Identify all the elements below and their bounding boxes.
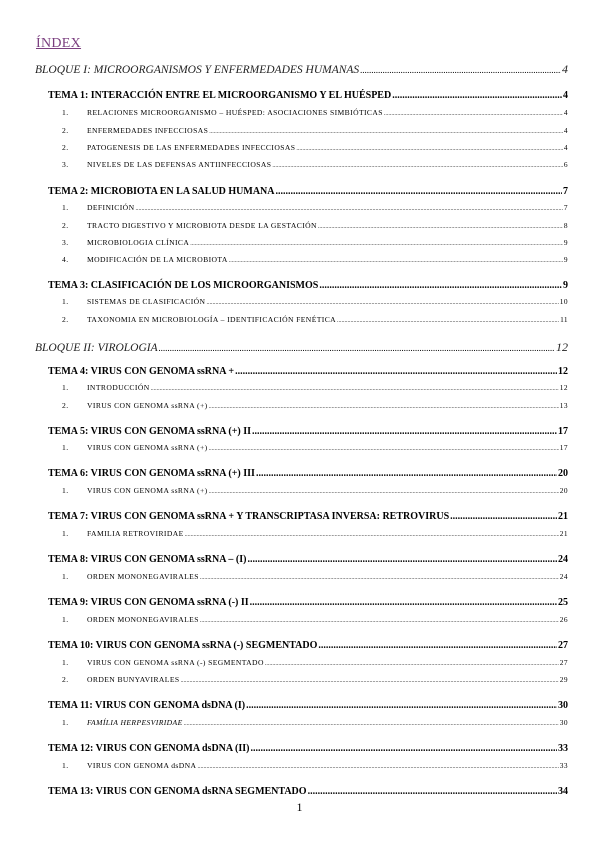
toc-entry-label: SISTEMAS DE CLASIFICACIÓN: [87, 297, 206, 306]
toc-entry-label: VIRUS CON GENOMA dsDNA: [87, 761, 197, 770]
toc-entry-number: 1.: [62, 297, 69, 306]
dot-leader: [229, 258, 563, 264]
toc-entry-page: 20: [558, 468, 568, 479]
toc-entry-page: 33: [559, 761, 568, 770]
toc-entry-page: 27: [558, 640, 568, 651]
dot-leader: [200, 618, 559, 624]
toc-entry-label: VIRUS CON GENOMA ssRNA (-) SEGMENTADO: [87, 658, 264, 667]
toc-entry-label: PATOGENESIS DE LAS ENFERMEDADES INFECCIOSAS: [87, 143, 296, 152]
toc-entry-sub[interactable]: [62, 160, 568, 169]
toc-entry-sub[interactable]: [62, 761, 568, 770]
toc-entry-label: ORDEN MONONEGAVIRALES: [87, 572, 199, 581]
toc-entry-label: TEMA 4: VIRUS CON GENOMA ssRNA +: [48, 366, 235, 377]
page-number: 1: [296, 800, 303, 814]
toc-entry-page: 11: [560, 315, 568, 324]
dot-leader: [252, 426, 557, 437]
dot-leader: [265, 661, 559, 667]
toc-entry-tema[interactable]: [48, 280, 568, 291]
toc-entry-number: 1.: [62, 761, 69, 770]
toc-entry-label: TEMA 2: MICROBIOTA EN LA SALUD HUMANA: [48, 186, 275, 197]
toc-entry-page: 4: [563, 108, 568, 117]
toc-entry-bloque[interactable]: [35, 340, 568, 355]
toc-entry-label: TEMA 11: VIRUS CON GENOMA dsDNA (I): [48, 700, 246, 711]
toc-entry-label: TEMA 12: VIRUS CON GENOMA dsDNA (II): [48, 743, 250, 754]
toc-entry-number: 1.: [62, 108, 69, 117]
dot-leader: [318, 224, 563, 230]
toc-entry-sub[interactable]: [62, 718, 568, 727]
toc-entry-number: 1.: [62, 383, 69, 392]
dot-leader: [235, 366, 557, 377]
toc-entry-page: 33: [558, 743, 568, 754]
toc-title[interactable]: ÍNDEX: [36, 36, 82, 51]
toc-entry-page: 4: [563, 143, 568, 152]
dot-leader: [337, 318, 559, 324]
toc-entry-label: RELACIONES MICROORGANISMO – HUÉSPED: ASOCIACIONES SIMBIÓTICAS: [87, 108, 383, 117]
toc-entry-number: 3.: [62, 160, 69, 169]
toc-entry-number: 1.: [62, 486, 69, 495]
toc-entry-label: MICROBIOLOGIA CLÍNICA: [87, 238, 190, 247]
toc-entry-page: 4: [563, 126, 568, 135]
toc-entry-tema[interactable]: [48, 511, 568, 522]
toc-entry-sub[interactable]: [62, 297, 568, 306]
dot-leader: [276, 186, 563, 197]
toc-entry-page: 9: [563, 238, 568, 247]
toc-entry-page: 17: [559, 443, 568, 452]
toc-entry-sub[interactable]: [62, 143, 568, 152]
toc-entry-sub[interactable]: [62, 238, 568, 247]
toc-entry-page: 30: [559, 718, 568, 727]
toc-entry-number: 1.: [62, 529, 69, 538]
toc-entry-sub[interactable]: [62, 486, 568, 495]
toc-entry-tema[interactable]: [48, 597, 568, 608]
toc-entry-label: TEMA 1: INTERACCIÓN ENTRE EL MICROORGANISMO Y EL HUÉSPED: [48, 90, 392, 101]
dot-leader: [197, 764, 558, 770]
dot-leader: [200, 575, 559, 581]
dot-leader: [190, 241, 563, 247]
toc-entry-number: 2.: [62, 143, 69, 152]
toc-entry-label: MODIFICACIÓN DE LA MICROBIOTA: [87, 255, 228, 264]
toc-entry-label: INTRODUCCIÓN: [87, 383, 150, 392]
toc-entry-number: 1.: [62, 203, 69, 212]
toc-entry-tema[interactable]: [48, 366, 568, 377]
dot-leader: [296, 146, 563, 152]
toc-entry-tema[interactable]: [48, 743, 568, 754]
toc-entry-page: 27: [559, 658, 568, 667]
toc-entry-page: 6: [563, 160, 568, 169]
toc-entry-number: 1.: [62, 443, 69, 452]
toc-entry-sub[interactable]: [62, 108, 568, 117]
toc-entry-label: BLOQUE II: VIROLOGIA: [35, 342, 158, 354]
toc-entry-sub[interactable]: [62, 572, 568, 581]
toc-entry-label: TEMA 13: VIRUS CON GENOMA dsRNA SEGMENTADO: [48, 786, 307, 797]
toc-entry-page: 12: [558, 366, 568, 377]
toc-entry-page: 12: [556, 340, 568, 354]
toc-entry-page: 10: [559, 297, 568, 306]
toc-entry-number: 2.: [62, 675, 69, 684]
toc-entry-page: 7: [563, 203, 568, 212]
dot-leader: [360, 65, 561, 75]
toc-entry-page: 12: [559, 383, 568, 392]
toc-entry-number: 1.: [62, 572, 69, 581]
dot-leader: [209, 404, 559, 410]
toc-entry-tema[interactable]: [48, 554, 568, 565]
dot-leader: [209, 446, 559, 452]
toc-entry-number: 1.: [62, 615, 69, 624]
toc-entry-page: 29: [559, 675, 568, 684]
toc-entry-label: TAXONOMIA EN MICROBIOLOGÍA – IDENTIFICACIÓN FENÉTICA: [87, 315, 337, 324]
toc-entry-page: 4: [562, 62, 568, 76]
dot-leader: [319, 280, 562, 291]
toc-entry-tema[interactable]: [48, 700, 568, 711]
toc-entry-page: 21: [559, 529, 568, 538]
toc-entry-number: 2.: [62, 221, 69, 230]
toc-entry-page: 7: [563, 186, 568, 197]
toc-entry-label: VIRUS CON GENOMA ssRNA (+): [87, 443, 208, 452]
toc-entry-label: TEMA 9: VIRUS CON GENOMA ssRNA (-) II: [48, 597, 249, 608]
toc-entry-sub[interactable]: [62, 383, 568, 392]
toc-entry-label: ENFERMEDADES INFECCIOSAS: [87, 126, 209, 135]
toc-entry-page: 13: [559, 401, 568, 410]
dot-leader: [181, 678, 559, 684]
toc-entry-label: FAMILIA RETROVIRIDAE: [87, 529, 184, 538]
toc-entry-label: TEMA 8: VIRUS CON GENOMA ssRNA – (I): [48, 554, 247, 565]
dot-leader: [209, 129, 563, 135]
toc-entry-page: 17: [558, 426, 568, 437]
dot-leader: [206, 300, 558, 306]
toc-entry-number: 1.: [62, 658, 69, 667]
toc-entry-label: DEFINICIÓN: [87, 203, 135, 212]
dot-leader: [256, 468, 557, 479]
dot-leader: [392, 90, 562, 101]
toc-entry-label: ORDEN MONONEGAVIRALES: [87, 615, 199, 624]
toc-entry-label: FAMÍLIA HERPESVIRIDAE: [87, 718, 183, 727]
dot-leader: [209, 489, 559, 495]
toc-entry-number: 2.: [62, 126, 69, 135]
dot-leader: [251, 743, 557, 754]
toc-entry-sub[interactable]: [62, 658, 568, 667]
toc-entry-tema[interactable]: [48, 468, 568, 479]
toc-entry-page: 9: [563, 280, 568, 291]
toc-entry-page: 34: [558, 786, 568, 797]
toc-entry-sub[interactable]: [62, 401, 568, 410]
toc-entry-label: VIRUS CON GENOMA ssRNA (+): [87, 401, 208, 410]
toc-entry-sub[interactable]: [62, 221, 568, 230]
toc-entry-label: TEMA 7: VIRUS CON GENOMA ssRNA + Y TRANSCRIPTASA INVERSA: RETROVIRUS: [48, 511, 450, 522]
toc-entry-page: 26: [559, 615, 568, 624]
toc-entry-number: 2.: [62, 401, 69, 410]
toc-entry-number: 2.: [62, 315, 69, 324]
toc-entry-page: 24: [559, 572, 568, 581]
toc-entry-label: NIVELES DE LAS DEFENSAS ANTIINFECCIOSAS: [87, 160, 272, 169]
toc-entry-number: 3.: [62, 238, 69, 247]
dot-leader: [450, 511, 557, 522]
dot-leader: [185, 532, 559, 538]
toc-entry-label: TEMA 3: CLASIFICACIÓN DE LOS MICROORGANISMOS: [48, 280, 319, 291]
toc-entry-page: 4: [563, 90, 568, 101]
dot-leader: [308, 786, 557, 797]
toc-entry-tema[interactable]: [48, 90, 568, 101]
toc-entry-number: 4.: [62, 255, 69, 264]
dot-leader: [151, 386, 559, 392]
toc-entry-tema[interactable]: [48, 786, 568, 797]
dot-leader: [318, 640, 557, 651]
toc-entry-sub[interactable]: [62, 443, 568, 452]
dot-leader: [184, 721, 559, 727]
toc-entry-page: 9: [563, 255, 568, 264]
toc-entry-page: 8: [563, 221, 568, 230]
toc-entry-bloque[interactable]: [35, 62, 568, 77]
toc-entry-sub[interactable]: [62, 255, 568, 264]
toc-entry-page: 24: [558, 554, 568, 565]
toc-entry-label: ORDEN BUNYAVIRALES: [87, 675, 180, 684]
dot-leader: [247, 554, 557, 565]
dot-leader: [159, 343, 555, 353]
toc-entry-sub[interactable]: [62, 675, 568, 684]
toc-entry-label: VIRUS CON GENOMA ssRNA (+): [87, 486, 208, 495]
toc-entry-sub[interactable]: [62, 315, 568, 324]
toc-entry-tema[interactable]: [48, 186, 568, 197]
toc-entry-label: TEMA 5: VIRUS CON GENOMA ssRNA (+) II: [48, 426, 252, 437]
toc-entry-label: TRACTO DIGESTIVO Y MICROBIOTA DESDE LA GESTACIÓN: [87, 221, 317, 230]
dot-leader: [246, 700, 557, 711]
dot-leader: [272, 163, 563, 169]
toc-entry-tema[interactable]: [48, 640, 568, 651]
toc-entry-page: 30: [558, 700, 568, 711]
dot-leader: [250, 597, 557, 608]
toc-entry-number: 1.: [62, 718, 69, 727]
toc-entry-sub[interactable]: [62, 203, 568, 212]
toc-entry-label: BLOQUE I: MICROORGANISMOS Y ENFERMEDADES HUMANAS: [35, 64, 360, 76]
toc-entry-tema[interactable]: [48, 426, 568, 437]
toc-entry-page: 21: [558, 511, 568, 522]
toc-entry-page: 20: [559, 486, 568, 495]
toc-entry-label: TEMA 10: VIRUS CON GENOMA ssRNA (-) SEGMENTADO: [48, 640, 318, 651]
dot-leader: [384, 111, 563, 117]
toc-entry-label: TEMA 6: VIRUS CON GENOMA ssRNA (+) III: [48, 468, 255, 479]
toc-entry-page: 25: [558, 597, 568, 608]
toc-entry-sub[interactable]: [62, 529, 568, 538]
dot-leader: [135, 206, 562, 212]
toc-entry-sub[interactable]: [62, 126, 568, 135]
toc-entry-sub[interactable]: [62, 615, 568, 624]
